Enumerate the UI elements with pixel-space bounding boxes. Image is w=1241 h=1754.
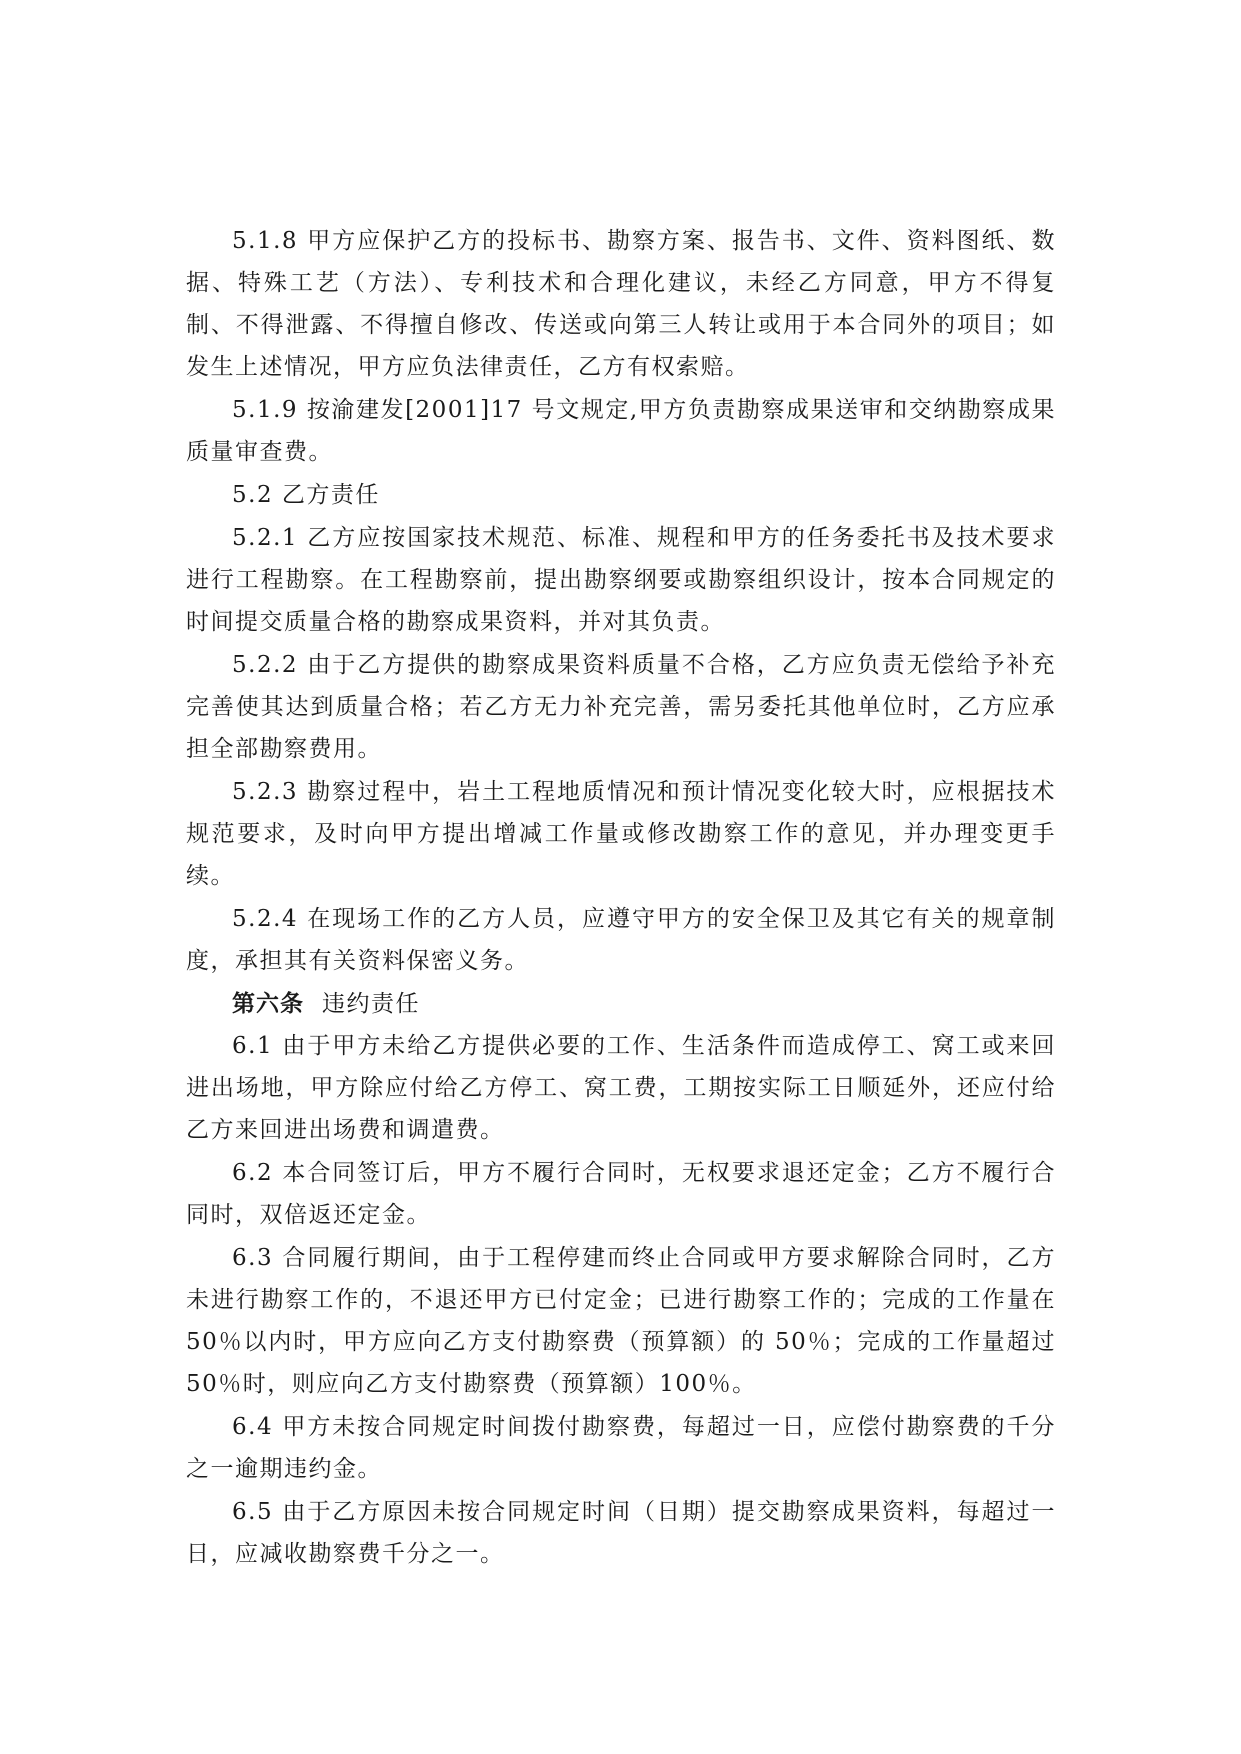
clause-6-4: 6.4 甲方未按合同规定时间拨付勘察费，每超过一日，应偿付勘察费的千分之一逾期违约金。 — [186, 1414, 1056, 1482]
clause-5-2-1: 5.2.1 乙方应按国家技术规范、标准、规程和甲方的任务委托书及技术要求进行工程勘察。在工程勘察前，提出勘察纲要或勘察组织设计，按本合同规定的时间提交质量合格的勘察成果资料，并对其负责。 — [186, 525, 1056, 635]
clause-5-1-8: 5.1.8 甲方应保护乙方的投标书、勘察方案、报告书、文件、资料图纸、数据、特殊工艺（方法）、专利技术和合理化建议，未经乙方同意，甲方不得复制、不得泄露、不得擅自修改、传送或向第三人转让或用于本合同外的项目；如发生上述情况，甲方应负法律责任，乙方有权索赔。 — [186, 228, 1056, 380]
clause-5-1-9: 5.1.9 按渝建发[2001]17 号文规定,甲方负责勘察成果送审和交纳勘察成果质量审查费。 — [186, 397, 1056, 465]
clause-6-1: 6.1 由于甲方未给乙方提供必要的工作、生活条件而造成停工、窝工或来回进出场地，甲方除应付给乙方停工、窝工费，工期按实际工日顺延外，还应付给乙方来回进出场费和调遣费。 — [186, 1033, 1056, 1143]
section-heading-label: 第六条 — [232, 991, 304, 1017]
clause-5-2-2: 5.2.2 由于乙方提供的勘察成果资料质量不合格，乙方应负责无偿给予补充完善使其达到质量合格；若乙方无力补充完善，需另委托其他单位时，乙方应承担全部勘察费用。 — [186, 652, 1056, 762]
clause-5-2-heading: 5.2 乙方责任 — [232, 482, 380, 508]
clause-6-2: 6.2 本合同签订后，甲方不履行合同时，无权要求退还定金；乙方不履行合同时，双倍返还定金。 — [186, 1160, 1056, 1228]
clause-5-2-3: 5.2.3 勘察过程中，岩土工程地质情况和预计情况变化较大时，应根据技术规范要求，及时向甲方提出增减工作量或修改勘察工作的意见，并办理变更手续。 — [186, 779, 1056, 889]
clause-6-3: 6.3 合同履行期间，由于工程停建而终止合同或甲方要求解除合同时，乙方未进行勘察工作的，不退还甲方已付定金；已进行勘察工作的；完成的工作量在50％以内时，甲方应向乙方支付勘察费（预算额）的 50％；完成的工作量超过 50％时，则应向乙方支付勘察费（预算额）100％。 — [186, 1245, 1056, 1397]
clause-5-2-4: 5.2.4 在现场工作的乙方人员，应遵守甲方的安全保卫及其它有关的规章制度，承担其有关资料保密义务。 — [186, 906, 1056, 974]
section-heading-title: 违约责任 — [322, 991, 420, 1017]
clause-6-5: 6.5 由于乙方原因未按合同规定时间（日期）提交勘察成果资料，每超过一日，应减收勘察费千分之一。 — [186, 1499, 1056, 1567]
section-heading — [186, 983, 1056, 1025]
document-page — [186, 220, 1056, 1576]
